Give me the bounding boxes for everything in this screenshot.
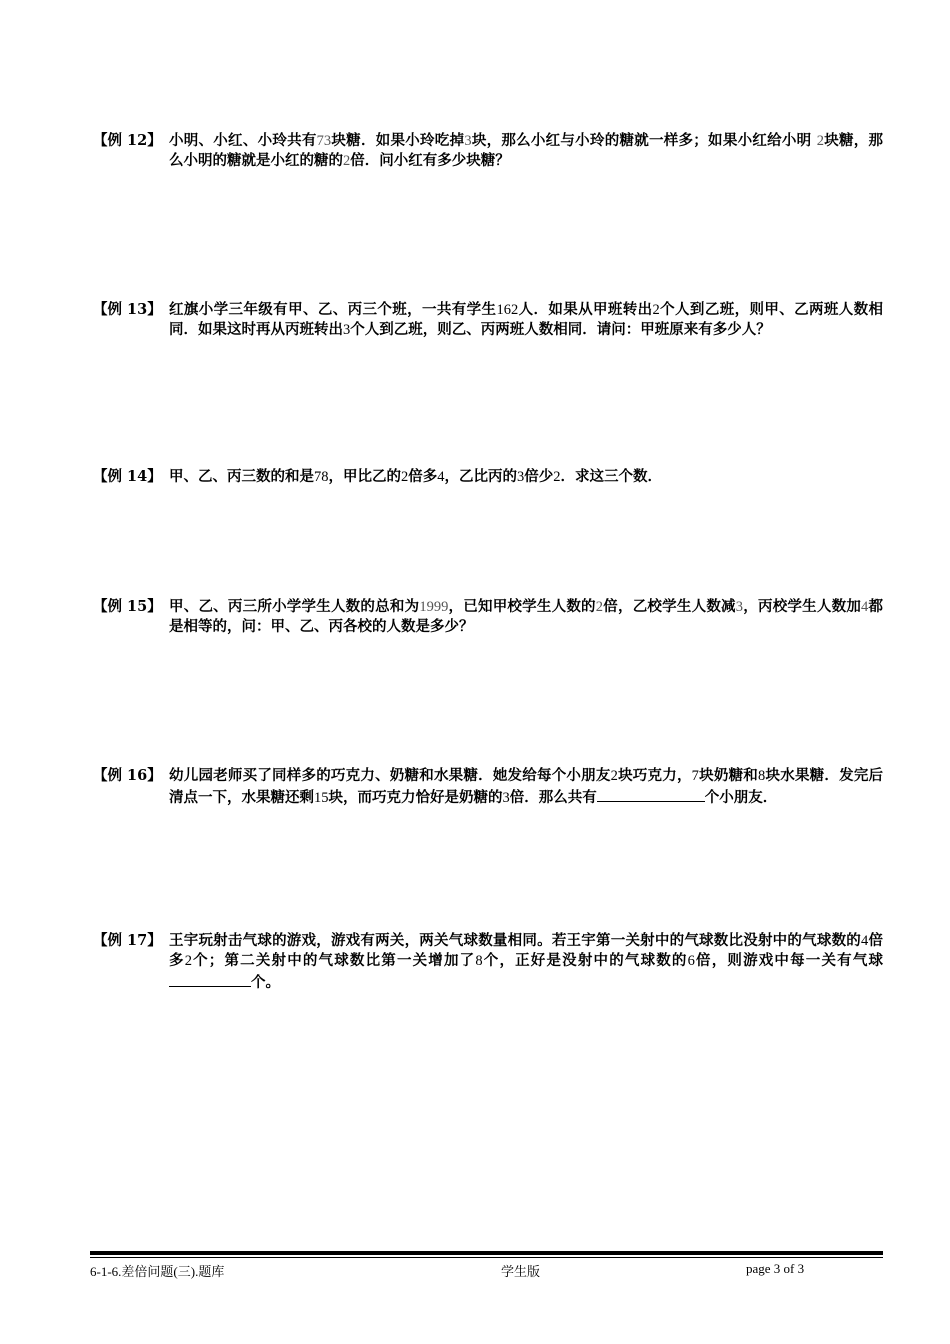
text-run: ，丙校学生人数加 — [743, 598, 862, 615]
number: 8 — [758, 768, 766, 784]
text-run: 倍．问小红有多少块糖？ — [350, 152, 510, 169]
answer-blank — [169, 971, 251, 987]
number: 1999 — [419, 599, 449, 615]
number: 2 — [652, 302, 660, 318]
number: 3 — [343, 322, 351, 338]
number: 6 — [687, 953, 695, 969]
text-run: 块，那么小红与小玲的糖就一样多；如果小红给小明 — [471, 132, 817, 149]
text-run: 王宇玩射击气球的游戏，游戏有两关，两关气球数量相同。若王宇第一关射中的气球数比没射中的气球数的 — [169, 932, 862, 949]
number: 162 — [496, 302, 519, 318]
text-run: 倍多 — [169, 932, 884, 969]
text-run: 倍．那么共有 — [509, 789, 597, 806]
answer-blank — [597, 786, 705, 802]
example-15 — [93, 597, 883, 636]
number: 3 — [735, 599, 744, 615]
footer-page-number: page 3 of 3 — [746, 1261, 805, 1276]
number: 15 — [314, 790, 329, 806]
text-run: 倍多 — [408, 468, 438, 485]
text-run: 个，正好是没射中的气球数的 — [482, 952, 688, 969]
text-run: 个小朋友． — [704, 789, 778, 806]
text-run: ，甲比乙的 — [328, 468, 401, 485]
number: 4 — [861, 933, 869, 949]
example-text — [93, 766, 883, 808]
footer-doc-title: 6-1-6.差倍问题(三).题库 — [90, 1264, 225, 1279]
text-run: 幼儿园老师买了同样多的巧克力、奶糖和水果糖．她发给每个小朋友 — [169, 767, 611, 784]
number: 4 — [437, 469, 445, 485]
text-run: 个。 — [251, 974, 280, 991]
number: 2 — [343, 153, 351, 169]
example-label: 【例 12】 — [93, 132, 162, 149]
text-run: 块糖，那么小明的糖就是小红的糖的 — [169, 132, 884, 169]
number: 2 — [595, 599, 604, 615]
text-run: 甲、乙、丙三数的和是 — [169, 468, 314, 485]
example-text — [93, 131, 883, 171]
number: 73 — [316, 133, 332, 149]
number: 4 — [861, 599, 869, 615]
text-run: 块，而巧克力恰好是奶糖的 — [328, 789, 503, 806]
number: 7 — [691, 768, 699, 784]
text-run: ．求这三个数． — [560, 468, 662, 485]
text-run: 个人到乙班，则甲、乙两班人数相同．如果这时再从丙班转出 — [169, 301, 884, 338]
example-label: 【例 17】 — [93, 932, 162, 949]
number: 3 — [502, 790, 510, 806]
number: 2 — [553, 469, 561, 485]
text-run: 小明、小红、小玲共有 — [169, 132, 317, 149]
example-label: 【例 15】 — [93, 598, 162, 615]
number: 3 — [464, 133, 472, 149]
number: 2 — [816, 133, 824, 149]
text-run: 个；第二关射中的气球数比第一关增加了 — [191, 952, 476, 969]
number: 3 — [517, 469, 525, 485]
example-label: 【例 14】 — [93, 468, 162, 485]
example-12 — [93, 131, 883, 171]
example-text — [93, 467, 883, 487]
text-run: 块水果糖．发完后清点一下，水果糖还剩 — [169, 767, 884, 806]
text-run: 块奶糖和 — [698, 767, 759, 784]
text-run: 个人到乙班，则乙、丙两班人数相同．请问：甲班原来有多少人？ — [350, 321, 771, 338]
number: 2 — [184, 953, 192, 969]
example-text — [93, 597, 883, 636]
text-run: 红旗小学三年级有甲、乙、丙三个班，一共有学生 — [169, 301, 497, 318]
text-run: 块巧克力， — [617, 767, 692, 784]
example-text — [93, 300, 883, 340]
example-label: 【例 16】 — [93, 767, 162, 784]
example-14 — [93, 467, 883, 487]
text-run: 倍，乙校学生人数减 — [603, 598, 736, 615]
text-run: 块糖．如果小玲吃掉 — [331, 132, 465, 149]
footer-rule-thick — [90, 1251, 883, 1255]
text-run: 甲、乙、丙三所小学学生人数的总和为 — [169, 598, 420, 615]
example-16 — [93, 766, 883, 808]
number: 8 — [475, 953, 483, 969]
example-13 — [93, 300, 883, 340]
number: 78 — [314, 469, 329, 485]
text-run: 都是相等的，问：甲、乙、丙各校的人数是多少？ — [169, 598, 884, 635]
text-run: 倍，则游戏中每一关有气球 — [694, 952, 884, 969]
example-label: 【例 13】 — [93, 301, 162, 318]
text-run: ，已知甲校学生人数的 — [448, 598, 596, 615]
text-run: ，乙比丙的 — [444, 468, 517, 485]
text-run: 人．如果从甲班转出 — [518, 301, 653, 318]
text-run: 倍少 — [524, 468, 554, 485]
footer-edition: 学生版 — [501, 1264, 541, 1279]
page-footer — [90, 1261, 883, 1279]
footer-rule-thin — [90, 1257, 883, 1258]
number: 2 — [401, 469, 409, 485]
number: 2 — [610, 768, 618, 784]
example-17 — [93, 931, 883, 992]
example-text — [93, 931, 883, 992]
